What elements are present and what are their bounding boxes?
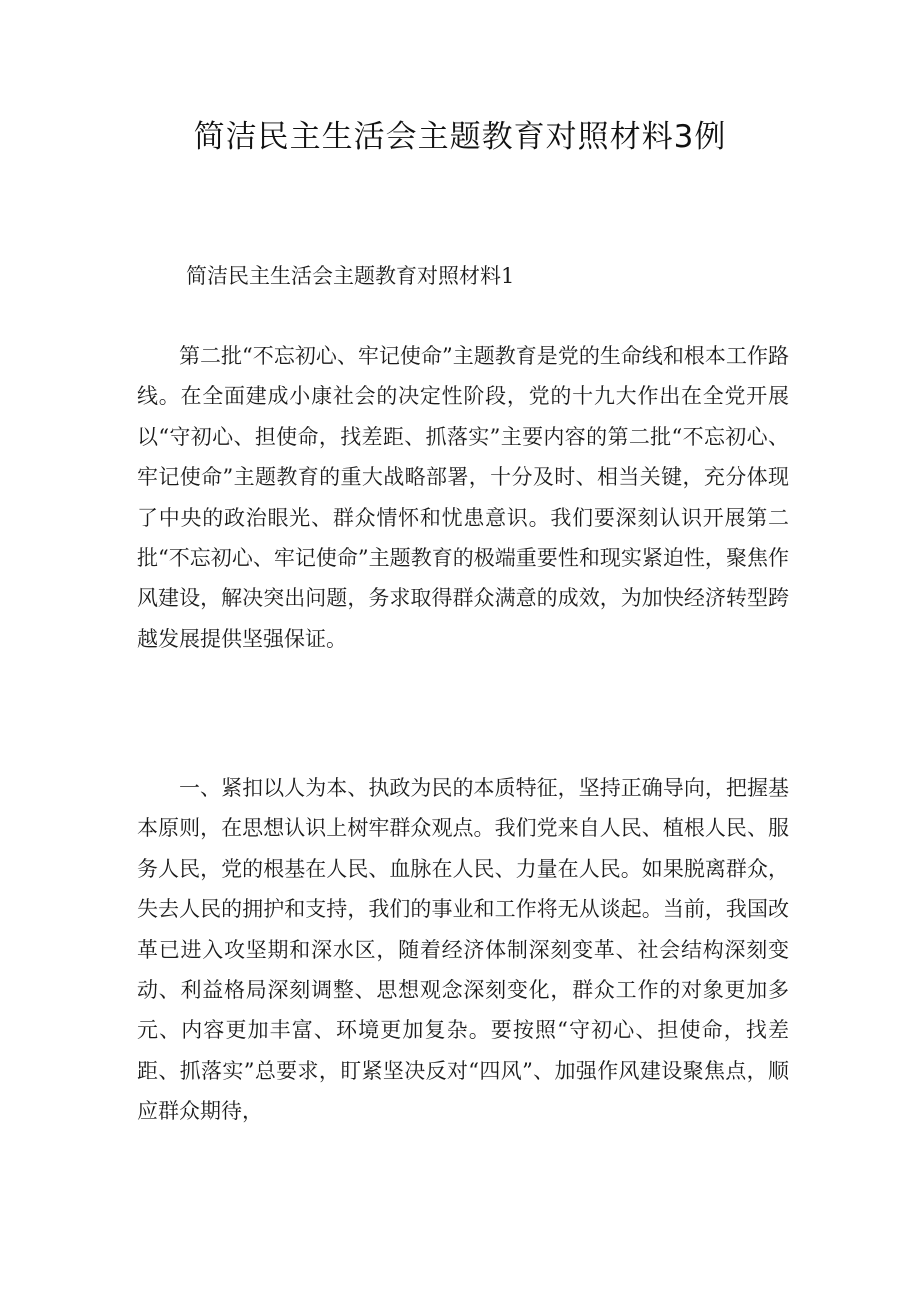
document-title: 简洁民主生活会主题教育对照材料3例 [193,119,727,155]
body-paragraph: 一、紧扣以人为本、执政为民的本质特征，坚持正确导向，把握基本原则，在思想认识上树牢群众观点。我们党来自人民、植根人民、服务人民，党的根基在人民、血脉在人民、力量在人民。如果脱离群众，失去人民的拥护和支持，我们的事业和工作将无从谈起。当前，我国改革已进入攻坚期和深水区，随着经济体制深刻变革、社会结构深刻变动、利益格局深刻调整、思想观念深刻变化，群众工作的对象更加多元、内容更加丰富、环境更加复杂。要按照“守初心、担使命，找差距、抓落实”总要求，盯紧坚决反对“四风”、加强作风建设聚焦点，顺应群众期待， [137,776,789,1124]
section-heading: 简洁民主生活会主题教育对照材料1 [186,264,515,288]
body-paragraph: 第二批“不忘初心、牢记使命”主题教育是党的生命线和根本工作路线。在全面建成小康社会的决定性阶段，党的十九大作出在全党开展以“守初心、担使命，找差距、抓落实”主要内容的第二批“不忘初心、牢记使命”主题教育的重大战略部署，十分及时、相当关键，充分体现了中央的政治眼光、群众情怀和忧患意识。我们要深刻认识开展第二批“不忘初心、牢记使命”主题教育的极端重要性和现实紧迫性，聚焦作风建设，解决突出问题，务求取得群众满意的成效，为加快经济转型跨越发展提供坚强保证。 [137,344,789,651]
